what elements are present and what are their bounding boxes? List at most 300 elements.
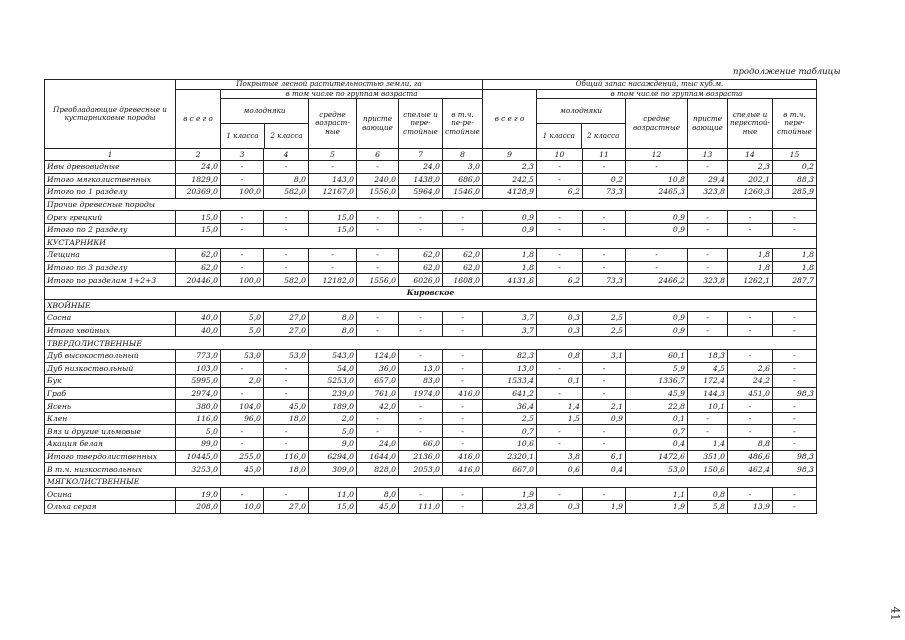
table-cell: 53,0 — [264, 349, 309, 362]
table-cell: 0,9 — [626, 324, 688, 337]
table-cell: - — [264, 375, 309, 388]
species-name: Итого мягколиственных — [45, 173, 176, 186]
table-cell: 2,5 — [483, 412, 537, 425]
table-row — [45, 261, 817, 274]
table-cell: - — [583, 249, 626, 262]
table-cell: 8,8 — [728, 438, 773, 451]
table-cell: - — [264, 362, 309, 375]
column-number: 10 — [537, 149, 583, 161]
table-cell: 451,0 — [728, 387, 773, 400]
table-cell: 36,4 — [483, 400, 537, 413]
table-cell: - — [728, 223, 773, 236]
table-cell: - — [626, 161, 688, 174]
table-cell: - — [357, 425, 399, 438]
table-cell: 255,0 — [221, 450, 264, 463]
table-cell: 9,0 — [309, 438, 357, 451]
table-cell: 22,8 — [626, 400, 688, 413]
header-mature-stock: спелые и перестой-ные — [728, 99, 773, 149]
table-cell: 1,8 — [728, 261, 773, 274]
table-cell: - — [309, 261, 357, 274]
table-cell: 1556,0 — [357, 186, 399, 199]
table-cell: - — [264, 438, 309, 451]
table-cell: 2,5 — [583, 312, 626, 325]
table-cell: 12167,0 — [309, 186, 357, 199]
table-cell: - — [309, 161, 357, 174]
table-cell: - — [583, 211, 626, 224]
table-cell: 6,2 — [537, 274, 583, 287]
table-cell: - — [264, 387, 309, 400]
table-cell: 15,0 — [176, 223, 221, 236]
continuation-note: продолжение таблицы — [733, 67, 841, 77]
table-cell: - — [537, 261, 583, 274]
table-cell: 416,0 — [443, 463, 483, 476]
table-cell: 0,9 — [583, 412, 626, 425]
table-cell: 761,0 — [357, 387, 399, 400]
column-number: 5 — [309, 149, 357, 161]
table-cell: 5,8 — [688, 501, 728, 514]
table-cell: - — [772, 362, 816, 375]
table-cell: - — [537, 362, 583, 375]
table-cell: 1644,0 — [357, 450, 399, 463]
table-cell: - — [357, 312, 399, 325]
table-cell: 5,0 — [176, 425, 221, 438]
species-name: Клен — [45, 412, 176, 425]
table-cell: 0,3 — [537, 501, 583, 514]
table-cell: 60,1 — [626, 349, 688, 362]
section-row — [45, 236, 817, 249]
table-cell: - — [443, 349, 483, 362]
table-cell: 24,0 — [399, 161, 443, 174]
table-cell: 98,3 — [772, 463, 816, 476]
table-cell: 13,0 — [483, 362, 537, 375]
table-cell: 1,8 — [772, 249, 816, 262]
table-cell: - — [583, 261, 626, 274]
class-1-label: 1 класса — [537, 124, 582, 148]
section-row — [45, 198, 817, 211]
table-cell: 5995,0 — [176, 375, 221, 388]
table-cell: - — [537, 425, 583, 438]
table-cell: - — [399, 400, 443, 413]
header-ripening-stock: присте вающие — [688, 99, 728, 149]
species-name: Ольха серая — [45, 501, 176, 514]
table-cell: - — [626, 249, 688, 262]
table-cell: 172,4 — [688, 375, 728, 388]
table-cell: - — [399, 223, 443, 236]
table-cell: 6294,0 — [309, 450, 357, 463]
column-number-row — [45, 149, 817, 161]
table-cell: - — [399, 211, 443, 224]
species-name: Ивы древовидные — [45, 161, 176, 174]
table-cell: - — [728, 349, 773, 362]
class-2-label: 2 класса — [587, 131, 620, 140]
table-cell: - — [264, 249, 309, 262]
table-cell: 242,5 — [483, 173, 537, 186]
table-cell: 124,0 — [357, 349, 399, 362]
table-cell: - — [728, 312, 773, 325]
header-total-stock: в с е г о — [483, 89, 537, 149]
header-ripening: присте вающие — [357, 99, 399, 149]
table-cell: - — [221, 211, 264, 224]
table-cell: 309,0 — [309, 463, 357, 476]
species-name: Орех грецкий — [45, 211, 176, 224]
table-cell: - — [626, 261, 688, 274]
table-cell: 2136,0 — [399, 450, 443, 463]
table-cell: - — [221, 488, 264, 501]
table-cell: 686,0 — [443, 173, 483, 186]
table-cell: 0,4 — [626, 438, 688, 451]
table-cell: 62,0 — [399, 249, 443, 262]
table-cell: 3253,0 — [176, 463, 221, 476]
table-cell: - — [399, 425, 443, 438]
species-name: Осина — [45, 488, 176, 501]
table-cell: - — [772, 438, 816, 451]
table-cell: 1,4 — [537, 400, 583, 413]
table-cell: - — [728, 211, 773, 224]
table-cell: 5,9 — [626, 362, 688, 375]
table-cell: - — [264, 488, 309, 501]
table-cell: 10,1 — [688, 400, 728, 413]
table-cell: 82,3 — [483, 349, 537, 362]
table-cell: - — [537, 488, 583, 501]
table-cell: 2974,0 — [176, 387, 221, 400]
table-cell: - — [309, 249, 357, 262]
column-number: 15 — [772, 149, 816, 161]
table-cell: - — [221, 425, 264, 438]
table-row — [45, 362, 817, 375]
column-number: 9 — [483, 149, 537, 161]
header-age-sub: в том числе по группам возраста — [221, 89, 483, 99]
table-cell: 53,0 — [221, 349, 264, 362]
table-cell: - — [443, 488, 483, 501]
region-row — [45, 286, 817, 299]
table-cell: 0,6 — [537, 463, 583, 476]
table-cell: 18,0 — [264, 463, 309, 476]
table-row — [45, 161, 817, 174]
species-name: Вяз и другие ильмовые — [45, 425, 176, 438]
table-cell: 4128,9 — [483, 186, 537, 199]
table-row — [45, 387, 817, 400]
species-name: Итого твердолиственных — [45, 450, 176, 463]
column-number: 3 — [221, 149, 264, 161]
table-cell: - — [688, 324, 728, 337]
table-row — [45, 425, 817, 438]
table-cell: 13,0 — [399, 362, 443, 375]
header-area: Покрытые лесной растительностью земли, га — [176, 80, 483, 90]
table-row — [45, 349, 817, 362]
table-cell: - — [688, 261, 728, 274]
table-cell: - — [688, 425, 728, 438]
table-cell: - — [537, 387, 583, 400]
header-middle: средне возраст-ные — [309, 99, 357, 149]
table-cell: - — [537, 211, 583, 224]
table-cell: 380,0 — [176, 400, 221, 413]
table-row — [45, 450, 817, 463]
column-number: 7 — [399, 149, 443, 161]
table-cell: - — [264, 211, 309, 224]
table-cell: - — [221, 362, 264, 375]
table-cell: 285,9 — [772, 186, 816, 199]
table-cell: 24,0 — [357, 438, 399, 451]
table-row — [45, 249, 817, 262]
table-cell: 2,6 — [728, 362, 773, 375]
table-cell: 0,3 — [537, 324, 583, 337]
species-name: Лещина — [45, 249, 176, 262]
table-cell: 27,0 — [264, 324, 309, 337]
table-cell: - — [399, 312, 443, 325]
table-row — [45, 312, 817, 325]
header-young-classes — [221, 124, 308, 148]
table-cell: 104,0 — [221, 400, 264, 413]
table-cell: 0,8 — [688, 488, 728, 501]
header-stock: Общий запас насаждений, тыс куб.м. — [483, 80, 817, 90]
table-cell: 1,9 — [583, 501, 626, 514]
species-name: Дуб высокоствольный — [45, 349, 176, 362]
table-cell: - — [728, 400, 773, 413]
header-mature: спелые и пере-стойные — [399, 99, 443, 149]
table-cell: 1,9 — [626, 501, 688, 514]
table-row — [45, 501, 817, 514]
table-cell: 0,2 — [583, 173, 626, 186]
table-cell: 23,8 — [483, 501, 537, 514]
table-cell: 1546,0 — [443, 186, 483, 199]
species-name: Акация белая — [45, 438, 176, 451]
table-cell: - — [443, 412, 483, 425]
table-cell: 6026,0 — [399, 274, 443, 287]
table-cell: 0,1 — [626, 412, 688, 425]
table-cell: 8,0 — [264, 173, 309, 186]
table-cell: 103,0 — [176, 362, 221, 375]
table-cell: 0,4 — [583, 463, 626, 476]
table-cell: 6,2 — [537, 186, 583, 199]
table-cell: 323,8 — [688, 186, 728, 199]
table-cell: 2,0 — [221, 375, 264, 388]
table-cell: 8,0 — [357, 488, 399, 501]
table-cell: 6,1 — [583, 450, 626, 463]
section-label: МЯГКОЛИСТВЕННЫЕ — [45, 475, 817, 488]
table-cell: - — [537, 249, 583, 262]
table-cell: 543,0 — [309, 349, 357, 362]
table-cell: 15,0 — [309, 211, 357, 224]
table-cell: 1262,1 — [728, 274, 773, 287]
table-cell: 53,0 — [626, 463, 688, 476]
table-cell: 0,9 — [626, 211, 688, 224]
table-cell: - — [399, 349, 443, 362]
header-young — [221, 99, 309, 149]
table-cell: - — [221, 438, 264, 451]
table-cell: 3,0 — [443, 161, 483, 174]
table-row — [45, 463, 817, 476]
column-number: 2 — [176, 149, 221, 161]
table-cell: - — [443, 501, 483, 514]
column-number: 14 — [728, 149, 773, 161]
table-cell: 10,0 — [221, 501, 264, 514]
table-cell: - — [728, 324, 773, 337]
table-cell: 62,0 — [399, 261, 443, 274]
table-cell: 144,3 — [688, 387, 728, 400]
species-name: Бук — [45, 375, 176, 388]
table-cell: 0,7 — [483, 425, 537, 438]
table-cell: 1533,4 — [483, 375, 537, 388]
table-cell: - — [772, 425, 816, 438]
class-2-label: 2 класса — [270, 131, 303, 140]
column-number: 13 — [688, 149, 728, 161]
table-cell: 4,5 — [688, 362, 728, 375]
column-number: 1 — [45, 149, 176, 161]
table-cell: 189,0 — [309, 400, 357, 413]
species-name: Сосна — [45, 312, 176, 325]
table-cell: - — [772, 312, 816, 325]
table-cell: 582,0 — [264, 186, 309, 199]
table-cell: 462,4 — [728, 463, 773, 476]
table-cell: - — [728, 425, 773, 438]
page-number: 41 — [888, 606, 902, 621]
table-cell: - — [399, 412, 443, 425]
table-cell: - — [583, 488, 626, 501]
table-cell: - — [537, 173, 583, 186]
table-cell: 1608,0 — [443, 274, 483, 287]
table-cell: 3,8 — [537, 450, 583, 463]
table-cell: - — [772, 223, 816, 236]
table-cell: - — [399, 324, 443, 337]
table-cell: 208,0 — [176, 501, 221, 514]
table-cell: - — [264, 261, 309, 274]
table-cell: 1556,0 — [357, 274, 399, 287]
table-cell: 100,0 — [221, 186, 264, 199]
table-cell: 2,5 — [583, 324, 626, 337]
species-name: Граб — [45, 387, 176, 400]
table-cell: - — [688, 312, 728, 325]
table-cell: 240,0 — [357, 173, 399, 186]
table-cell: - — [688, 223, 728, 236]
table-cell: 150,6 — [688, 463, 728, 476]
region-label: Кировское — [45, 286, 817, 299]
section-label: Прочие древесные породы — [45, 198, 817, 211]
header-young-label: молодняки — [221, 99, 308, 124]
table-row — [45, 211, 817, 224]
table-cell: 15,0 — [309, 501, 357, 514]
column-number: 8 — [443, 149, 483, 161]
table-row — [45, 324, 817, 337]
table-cell: 54,0 — [309, 362, 357, 375]
table-cell: - — [357, 412, 399, 425]
table-cell: 323,8 — [688, 274, 728, 287]
table-cell: 1336,7 — [626, 375, 688, 388]
table-cell: - — [443, 211, 483, 224]
table-cell: 0,9 — [483, 211, 537, 224]
header-species: Преобладающие древесные и кустарниковые породы — [45, 80, 176, 149]
table-cell: 1,8 — [728, 249, 773, 262]
table-cell: 8,0 — [309, 324, 357, 337]
header-young-stock-label: молодняки — [537, 99, 625, 124]
table-cell: 1,4 — [688, 438, 728, 451]
table-cell: 45,9 — [626, 387, 688, 400]
table-cell: 2320,1 — [483, 450, 537, 463]
header-overmature: в т.ч. пе-ре-стойные — [443, 99, 483, 149]
table-cell: 0,3 — [537, 312, 583, 325]
table-cell: - — [357, 261, 399, 274]
table-cell: - — [688, 211, 728, 224]
table-cell: - — [583, 362, 626, 375]
table-cell: 15,0 — [176, 211, 221, 224]
column-number: 6 — [357, 149, 399, 161]
table-cell: - — [772, 488, 816, 501]
table-cell: 486,6 — [728, 450, 773, 463]
table-cell: 20369,0 — [176, 186, 221, 199]
table-cell: - — [688, 161, 728, 174]
header-age-sub-stock: в том числе по группам возраста — [537, 89, 817, 99]
table-cell: 1260,3 — [728, 186, 773, 199]
table-cell: 10,8 — [626, 173, 688, 186]
table-cell: - — [357, 161, 399, 174]
header-total: в с е г о — [176, 89, 221, 149]
table-row — [45, 400, 817, 413]
table-row — [45, 173, 817, 186]
column-number: 12 — [626, 149, 688, 161]
table-cell: 667,0 — [483, 463, 537, 476]
table-cell: 40,0 — [176, 312, 221, 325]
header-young-stock — [537, 99, 626, 149]
table-row — [45, 412, 817, 425]
table-cell: - — [357, 223, 399, 236]
table-cell: 0,2 — [772, 161, 816, 174]
table-cell: 351,0 — [688, 450, 728, 463]
table-cell: 12182,0 — [309, 274, 357, 287]
table-cell: 4131,6 — [483, 274, 537, 287]
table-cell: 24,0 — [176, 161, 221, 174]
table-cell: 73,3 — [583, 274, 626, 287]
table-cell: 0,8 — [537, 349, 583, 362]
table-cell: 1,9 — [483, 488, 537, 501]
table-cell: - — [728, 488, 773, 501]
table-cell: 66,0 — [399, 438, 443, 451]
column-number: 11 — [583, 149, 626, 161]
table-cell: 45,0 — [357, 501, 399, 514]
table-cell: - — [443, 400, 483, 413]
table-cell: 29,4 — [688, 173, 728, 186]
table-cell: 99,0 — [176, 438, 221, 451]
table-cell: - — [443, 425, 483, 438]
table-cell: - — [772, 324, 816, 337]
table-cell: 2465,3 — [626, 186, 688, 199]
table-cell: 1,8 — [483, 249, 537, 262]
table-cell: 657,0 — [357, 375, 399, 388]
table-cell: 45,0 — [221, 463, 264, 476]
header-young-stock-classes — [537, 124, 625, 148]
table-cell: 0,1 — [537, 375, 583, 388]
column-number: 4 — [264, 149, 309, 161]
table-cell: - — [583, 161, 626, 174]
table-cell: 98,3 — [772, 387, 816, 400]
table-cell: 42,0 — [357, 400, 399, 413]
table-cell: - — [583, 425, 626, 438]
table-cell: 5,0 — [221, 324, 264, 337]
table-cell: 116,0 — [264, 450, 309, 463]
species-name: Дуб низкоствольный — [45, 362, 176, 375]
table-cell: - — [221, 223, 264, 236]
table-cell: - — [688, 249, 728, 262]
table-cell: 18,0 — [264, 412, 309, 425]
table-cell: 10445,0 — [176, 450, 221, 463]
table-cell: 0,9 — [483, 223, 537, 236]
table-cell: 100,0 — [221, 274, 264, 287]
table-cell: - — [583, 387, 626, 400]
table-cell: 98,3 — [772, 450, 816, 463]
table-cell: 5253,0 — [309, 375, 357, 388]
species-name: Ясень — [45, 400, 176, 413]
table-cell: 1,5 — [537, 412, 583, 425]
table-cell: - — [357, 249, 399, 262]
table-cell: - — [688, 412, 728, 425]
